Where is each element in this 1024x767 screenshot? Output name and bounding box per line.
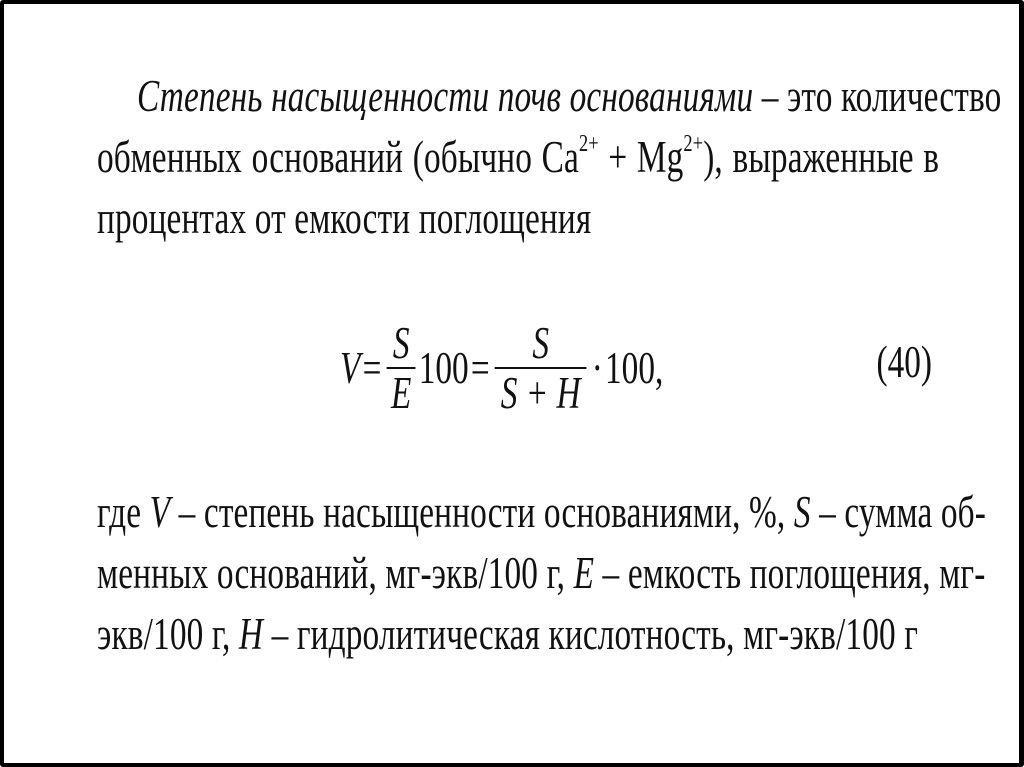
- definition-line-2-post: ), выраженные в: [703, 132, 940, 182]
- definition-line-1: [97, 66, 1002, 127]
- legend-segment: – сумма об-: [810, 487, 987, 537]
- legend-segment: – гидролитическая кислотность, мг-экв/100 г: [263, 609, 919, 659]
- fraction-s-over-s-plus-h: [495, 319, 587, 417]
- fraction-s-over-e: [387, 319, 416, 417]
- legend-segment: менных оснований, мг-экв/100 г,: [97, 548, 574, 598]
- formula-multiply-dot: ·: [591, 343, 603, 393]
- legend-segment: экв/100 г,: [97, 609, 239, 659]
- definition-line-1-rest: – это количество: [753, 71, 1002, 121]
- defined-term: Степень насыщенности почв основаниями: [136, 71, 754, 121]
- legend-paragraph: [97, 482, 987, 665]
- fraction-2-denominator: S + H: [495, 367, 587, 417]
- legend-symbol-v: V: [149, 487, 171, 537]
- fraction-2-numerator: S: [532, 318, 550, 368]
- legend-symbol-e: E: [573, 548, 595, 598]
- fraction-1-numerator: S: [392, 318, 410, 368]
- magnesium-symbol: + Mg: [598, 132, 684, 182]
- formula: [340, 313, 663, 423]
- equation-number: (40): [876, 337, 932, 387]
- legend-symbol-h: H: [238, 609, 264, 659]
- formula-lhs: V: [340, 343, 361, 393]
- legend-segment: – степень насыщенности основаниями, %,: [170, 487, 794, 537]
- formula-equals-1: =: [362, 343, 382, 393]
- legend-segment: где: [97, 487, 150, 537]
- legend-line-2: [97, 543, 986, 604]
- definition-line-2: [97, 127, 939, 188]
- formula-equals-2: =: [470, 343, 490, 393]
- definition-line-3: процентах от емкости поглощения: [97, 193, 592, 243]
- legend-symbol-s: S: [793, 487, 811, 537]
- formula-coefficient-1: 100: [418, 343, 469, 393]
- legend-line-3: [97, 604, 939, 665]
- calcium-charge: 2+: [578, 129, 599, 157]
- magnesium-charge: 2+: [683, 129, 704, 157]
- formula-coefficient-2: 100,: [605, 343, 664, 393]
- legend-segment: – емкость поглощения, мг-: [594, 548, 986, 598]
- fraction-1-denominator: E: [387, 367, 416, 417]
- legend-line-1: [97, 482, 987, 543]
- definition-line-2-pre: обменных оснований (обычно Ca: [97, 132, 579, 182]
- definition-paragraph: [97, 66, 1002, 249]
